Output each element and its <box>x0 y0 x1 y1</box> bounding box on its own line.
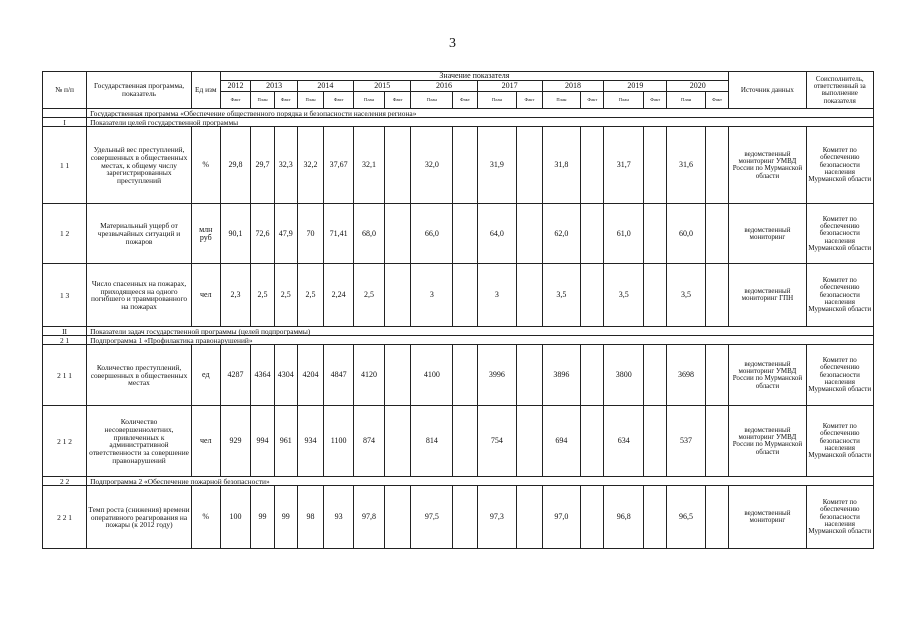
value-2018-fact <box>581 264 604 327</box>
value-2018-plan: 3,5 <box>542 264 581 327</box>
value-2017-fact <box>517 264 542 327</box>
value-2020-plan: 537 <box>667 406 706 477</box>
sub-plan: План <box>251 92 274 109</box>
sub-fact: Факт <box>581 92 604 109</box>
value-2017-plan: 31,9 <box>477 127 517 204</box>
value-2014-plan: 2,5 <box>297 264 323 327</box>
value-2012-fact: 100 <box>220 486 251 549</box>
sub-fact: Факт <box>324 92 354 109</box>
year-2019: 2019 <box>604 81 667 92</box>
value-2019-fact <box>644 264 667 327</box>
row-source: ведомственный мониторинг УМВД России по Мурманской области <box>729 345 806 406</box>
table-row <box>43 345 874 406</box>
row-source: ведомственный мониторинг ГПН <box>729 264 806 327</box>
value-2019-plan: 634 <box>604 406 644 477</box>
row-executor: Комитет по обеспечению безопасности населения Мурманской области <box>806 406 873 477</box>
row-executor: Комитет по обеспечению безопасности населения Мурманской области <box>806 345 873 406</box>
value-2020-fact <box>705 345 728 406</box>
row-source: ведомственный мониторинг <box>729 486 806 549</box>
value-2019-fact <box>644 486 667 549</box>
row-unit: чел <box>191 406 220 477</box>
row-name: Удельный вес преступлений, совершенных в общественных местах, к общему числу зарегистрированных преступлений <box>87 127 192 204</box>
value-2020-plan: 60,0 <box>667 204 706 264</box>
row-source: ведомственный мониторинг УМВД России по Мурманской области <box>729 127 806 204</box>
value-2015-fact <box>384 406 410 477</box>
value-2020-fact <box>705 486 728 549</box>
year-2018: 2018 <box>542 81 604 92</box>
value-2015-fact <box>384 204 410 264</box>
value-2013-plan: 99 <box>251 486 274 549</box>
value-2020-fact <box>705 204 728 264</box>
value-2014-plan: 934 <box>297 406 323 477</box>
value-2016-plan: 66,0 <box>411 204 453 264</box>
value-2015-plan: 874 <box>354 406 385 477</box>
value-2014-plan: 70 <box>297 204 323 264</box>
value-2018-plan: 62,0 <box>542 204 581 264</box>
value-2017-fact <box>517 486 542 549</box>
value-2012-fact: 29,8 <box>220 127 251 204</box>
value-2017-plan: 97,3 <box>477 486 517 549</box>
value-2020-fact <box>705 127 728 204</box>
value-2018-plan: 694 <box>542 406 581 477</box>
value-2020-plan: 3698 <box>667 345 706 406</box>
value-2017-plan: 3 <box>477 264 517 327</box>
table-row <box>43 204 874 264</box>
row-num: 1 1 <box>43 127 87 204</box>
row-name: Темп роста (снижения) времени оперативного реагирования на пожары (к 2012 году) <box>87 486 192 549</box>
value-2014-plan: 32,2 <box>297 127 323 204</box>
subprogram-num: 2 1 <box>43 336 87 345</box>
value-2020-plan: 96,5 <box>667 486 706 549</box>
row-num: 1 2 <box>43 204 87 264</box>
value-2016-fact <box>453 486 477 549</box>
value-2019-plan: 96,8 <box>604 486 644 549</box>
row-unit: млн руб <box>191 204 220 264</box>
header-executor: Соисполнитель, ответственный за выполнение показателя <box>806 72 873 109</box>
section-num: II <box>43 327 87 336</box>
sub-plan: План <box>542 92 581 109</box>
value-2013-fact: 2,5 <box>274 264 297 327</box>
value-2015-fact <box>384 345 410 406</box>
year-2017: 2017 <box>477 81 542 92</box>
row-executor: Комитет по обеспечению безопасности населения Мурманской области <box>806 204 873 264</box>
row-executor: Комитет по обеспечению безопасности населения Мурманской области <box>806 127 873 204</box>
value-2013-fact: 32,3 <box>274 127 297 204</box>
value-2012-fact: 90,1 <box>220 204 251 264</box>
value-2012-fact: 4287 <box>220 345 251 406</box>
value-2014-fact: 71,41 <box>324 204 354 264</box>
sub-plan: План <box>354 92 385 109</box>
value-2013-fact: 99 <box>274 486 297 549</box>
value-2018-fact <box>581 345 604 406</box>
value-2015-fact <box>384 127 410 204</box>
sub-fact: Факт <box>705 92 728 109</box>
program-title: Государственная программа «Обеспечение общественного порядка и безопасности населения региона» <box>87 109 874 118</box>
sub-fact: Факт <box>644 92 667 109</box>
header-values: Значение показателя <box>220 72 729 81</box>
page-number: 3 <box>449 36 456 51</box>
value-2018-fact <box>581 486 604 549</box>
value-2013-plan: 994 <box>251 406 274 477</box>
value-2015-plan: 32,1 <box>354 127 385 204</box>
value-2015-fact <box>384 486 410 549</box>
value-2012-fact: 929 <box>220 406 251 477</box>
value-2015-plan: 4120 <box>354 345 385 406</box>
value-2018-fact <box>581 204 604 264</box>
subprogram-title: Подпрограмма 1 «Профилактика правонарушений» <box>87 336 874 345</box>
row-num: 2 1 1 <box>43 345 87 406</box>
sub-plan: План <box>297 92 323 109</box>
header-source: Источник данных <box>729 72 806 109</box>
value-2019-plan: 31,7 <box>604 127 644 204</box>
row-name: Материальный ущерб от чрезвычайных ситуаций и пожаров <box>87 204 192 264</box>
row-executor: Комитет по обеспечению безопасности населения Мурманской области <box>806 264 873 327</box>
value-2017-fact <box>517 406 542 477</box>
value-2019-fact <box>644 345 667 406</box>
value-2016-fact <box>453 127 477 204</box>
value-2014-plan: 4204 <box>297 345 323 406</box>
year-2015: 2015 <box>354 81 411 92</box>
row-unit: % <box>191 486 220 549</box>
value-2020-fact <box>705 264 728 327</box>
value-2016-fact <box>453 406 477 477</box>
header-num: № п/п <box>43 72 87 109</box>
row-num: 1 3 <box>43 264 87 327</box>
value-2014-fact: 93 <box>324 486 354 549</box>
value-2017-fact <box>517 204 542 264</box>
header-unit: Ед изм <box>191 72 220 109</box>
row-source: ведомственный мониторинг УМВД России по Мурманской области <box>729 406 806 477</box>
sub-plan: План <box>667 92 706 109</box>
year-2016: 2016 <box>411 81 477 92</box>
value-2016-fact <box>453 204 477 264</box>
sub-fact: Факт <box>384 92 410 109</box>
value-2016-fact <box>453 345 477 406</box>
section-num: I <box>43 118 87 127</box>
value-2017-fact <box>517 127 542 204</box>
value-2012-fact: 2,3 <box>220 264 251 327</box>
table-row <box>43 486 874 549</box>
subprogram-title: Подпрограмма 2 «Обеспечение пожарной безопасности» <box>87 477 874 486</box>
indicators-table <box>42 71 874 549</box>
value-2013-plan: 4364 <box>251 345 274 406</box>
value-2017-fact <box>517 345 542 406</box>
value-2014-fact: 4847 <box>324 345 354 406</box>
value-2018-fact <box>581 127 604 204</box>
value-2015-plan: 97,8 <box>354 486 385 549</box>
value-2016-plan: 4100 <box>411 345 453 406</box>
value-2019-fact <box>644 127 667 204</box>
value-2018-plan: 3896 <box>542 345 581 406</box>
value-2014-fact: 37,67 <box>324 127 354 204</box>
value-2019-fact <box>644 406 667 477</box>
year-2012: 2012 <box>220 81 251 92</box>
value-2020-plan: 3,5 <box>667 264 706 327</box>
table-row <box>43 406 874 477</box>
table-row <box>43 264 874 327</box>
value-2013-fact: 47,9 <box>274 204 297 264</box>
value-2016-plan: 814 <box>411 406 453 477</box>
section-title: Показатели целей государственной программы <box>87 118 874 127</box>
year-2014: 2014 <box>297 81 353 92</box>
sub-plan: План <box>411 92 453 109</box>
sub-fact: Факт <box>274 92 297 109</box>
row-unit: чел <box>191 264 220 327</box>
value-2016-plan: 32,0 <box>411 127 453 204</box>
value-2013-plan: 29,7 <box>251 127 274 204</box>
row-unit: ед <box>191 345 220 406</box>
value-2019-plan: 61,0 <box>604 204 644 264</box>
section-title: Показатели задач государственной программы (целей подпрограммы) <box>87 327 874 336</box>
value-2016-plan: 97,5 <box>411 486 453 549</box>
year-2020: 2020 <box>667 81 729 92</box>
table-row <box>43 127 874 204</box>
value-2017-plan: 64,0 <box>477 204 517 264</box>
sub-fact: Факт <box>517 92 542 109</box>
row-program-num <box>43 109 87 118</box>
sub-fact: Факт <box>453 92 477 109</box>
value-2014-fact: 2,24 <box>324 264 354 327</box>
value-2020-plan: 31,6 <box>667 127 706 204</box>
row-unit: % <box>191 127 220 204</box>
value-2015-plan: 68,0 <box>354 204 385 264</box>
value-2013-fact: 961 <box>274 406 297 477</box>
value-2013-plan: 2,5 <box>251 264 274 327</box>
value-2016-fact <box>453 264 477 327</box>
value-2014-fact: 1100 <box>324 406 354 477</box>
value-2018-plan: 31,8 <box>542 127 581 204</box>
value-2015-fact <box>384 264 410 327</box>
value-2013-fact: 4304 <box>274 345 297 406</box>
row-num: 2 1 2 <box>43 406 87 477</box>
row-executor: Комитет по обеспечению безопасности населения Мурманской области <box>806 486 873 549</box>
sub-fact: Факт <box>220 92 251 109</box>
row-name: Число спасенных на пожарах, приходящееся на одного погибшего и травмированного на пожарах <box>87 264 192 327</box>
row-source: ведомственный мониторинг <box>729 204 806 264</box>
value-2015-plan: 2,5 <box>354 264 385 327</box>
year-2013: 2013 <box>251 81 297 92</box>
header-program: Государственная программа, показатель <box>87 72 192 109</box>
value-2016-plan: 3 <box>411 264 453 327</box>
value-2019-plan: 3,5 <box>604 264 644 327</box>
value-2013-plan: 72,6 <box>251 204 274 264</box>
value-2017-plan: 3996 <box>477 345 517 406</box>
value-2018-plan: 97,0 <box>542 486 581 549</box>
sub-plan: План <box>604 92 644 109</box>
value-2019-fact <box>644 204 667 264</box>
sub-plan: План <box>477 92 517 109</box>
value-2014-plan: 98 <box>297 486 323 549</box>
row-name: Количество преступлений, совершенных в общественных местах <box>87 345 192 406</box>
value-2017-plan: 754 <box>477 406 517 477</box>
value-2020-fact <box>705 406 728 477</box>
value-2019-plan: 3800 <box>604 345 644 406</box>
row-num: 2 2 1 <box>43 486 87 549</box>
subprogram-num: 2 2 <box>43 477 87 486</box>
row-name: Количество несовершеннолетних, привлеченных к административной ответственности за совершение правонарушений <box>87 406 192 477</box>
value-2018-fact <box>581 406 604 477</box>
